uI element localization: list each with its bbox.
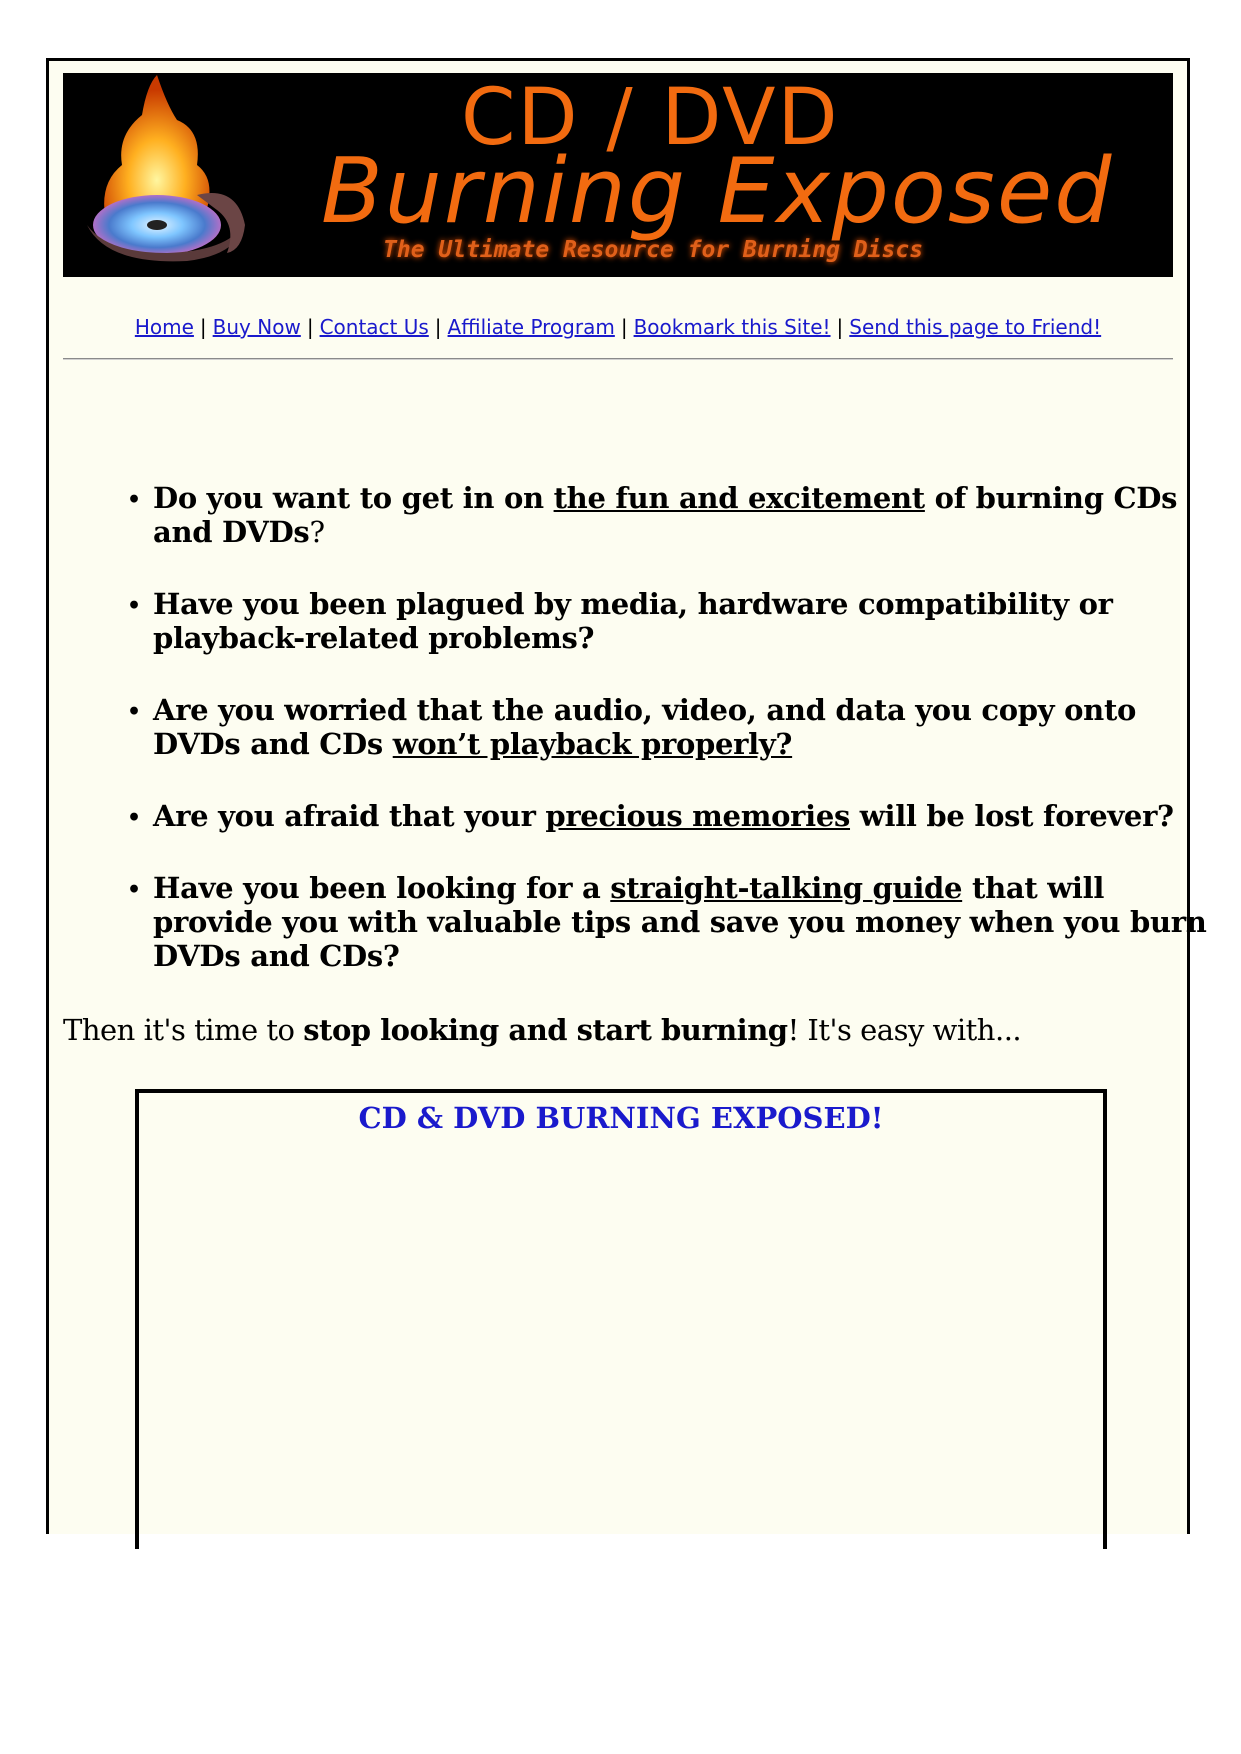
nav-link-contact-us[interactable]: Contact Us [319,315,429,339]
nav-link-affiliate-program[interactable]: Affiliate Program [447,315,615,339]
banner-tagline: The Ultimate Resource for Burning Discs [383,237,924,263]
nav-link-buy-now[interactable]: Buy Now [212,315,301,339]
header-banner [63,73,1173,277]
list-item: • Are you afraid that your precious memories will be lost forever? [127,799,1174,833]
nav-separator: | [306,315,314,339]
inline-link[interactable]: won’t playback properly? [392,727,793,761]
list-item: • Have you been plagued by media, hardware compatibility or playback-related problems? [127,587,1113,655]
nav-link-home[interactable]: Home [134,315,194,339]
question-list [119,481,1213,1011]
list-item: • Have you been looking for a straight-talking guide that will provide you with valuable tips and save you money when you burn DVDs and CDs? [127,871,1207,973]
bullet-icon: • [127,877,141,903]
nav-link-send-to-friend[interactable]: Send this page to Friend! [849,315,1102,339]
nav-divider [63,358,1173,360]
product-box [135,1089,1107,1549]
banner-title-line1: CD / DVD [461,73,840,163]
page-frame [46,58,1207,1534]
call-to-action-text: Then it's time to stop looking and start burning! It's easy with... [63,1013,1022,1047]
bullet-icon: • [127,593,141,619]
list-item: • Are you worried that the audio, video, and data you copy onto DVDs and CDs won’t playback properly? [127,693,1137,761]
inline-link[interactable]: the fun and excitement [553,481,925,515]
inline-link[interactable]: straight-talking guide [610,871,963,905]
nav-link-bookmark[interactable]: Bookmark this Site! [633,315,831,339]
bullet-icon: • [127,699,141,725]
bullet-icon: • [127,805,141,831]
nav-separator: | [199,315,207,339]
top-navigation [49,315,1187,339]
list-item: • Do you want to get in on the fun and excitement of burning CDs and DVDs? [127,481,1178,549]
flaming-disc-in-hand-icon [77,75,247,265]
nav-separator: | [620,315,628,339]
product-title: CD & DVD BURNING EXPOSED! [358,1101,884,1135]
banner-title-line2: Burning Exposed [321,139,1114,244]
nav-separator: | [434,315,442,339]
nav-separator: | [836,315,844,339]
inline-link[interactable]: precious memories [545,799,851,833]
bullet-icon: • [127,487,141,513]
